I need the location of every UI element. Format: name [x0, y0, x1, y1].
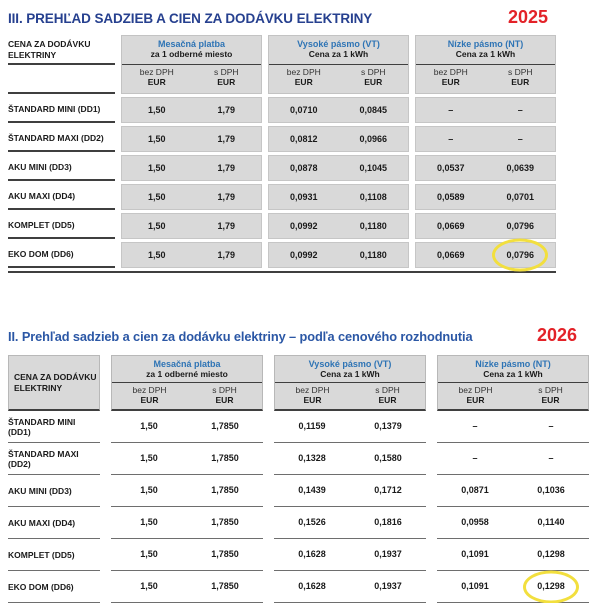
row-label: EKO DOM (DD6)	[8, 571, 100, 603]
group-title-block	[269, 36, 408, 65]
value-cell: –	[448, 105, 454, 115]
value-cell: 0,0589	[436, 192, 465, 202]
eur-label: EUR	[511, 77, 530, 87]
value-cell: 1,50	[140, 517, 158, 527]
s-dph-label: s DPH	[213, 67, 239, 77]
eur-label: EUR	[217, 77, 236, 87]
group-header-high-band	[268, 35, 409, 94]
row-label: AKU MINI (DD3)	[8, 155, 115, 181]
col-header-bez-dph	[275, 383, 350, 408]
group-title-block	[275, 356, 425, 383]
table-row-dd1	[8, 411, 592, 443]
value-cell: 0,0958	[461, 517, 489, 527]
value-cell: –	[517, 134, 523, 144]
value-group	[415, 184, 556, 210]
value-group	[268, 213, 409, 239]
value-group	[437, 539, 589, 571]
row-label: ŠTANDARD MAXI (DD2)	[8, 126, 115, 152]
value-group	[274, 507, 426, 539]
value-cell: 1,79	[217, 192, 236, 202]
value-cell: 1,50	[140, 485, 158, 495]
row-label: AKU MAXI (DD4)	[8, 184, 115, 210]
eur-label: EUR	[140, 395, 159, 405]
price-table-2026	[8, 355, 592, 603]
vat-headers	[416, 65, 555, 93]
value-text: 0,1298	[537, 581, 565, 591]
value-group	[111, 411, 263, 443]
eur-label: EUR	[215, 395, 234, 405]
value-group	[415, 97, 556, 123]
row-label: ŠTANDARD MINI (DD1)	[8, 97, 115, 123]
col-header-bez-dph	[438, 383, 513, 408]
vat-headers	[269, 65, 408, 93]
value-cell: 0,1091	[461, 581, 489, 591]
bez-dph-label: bez DPH	[139, 67, 174, 77]
s-dph-label: s DPH	[538, 385, 563, 395]
col-header-bez-dph	[269, 65, 339, 93]
group-header-low-band	[437, 355, 589, 411]
value-cell: 1,50	[147, 250, 166, 260]
table-bottom-rule	[8, 271, 556, 273]
value-cell: 1,79	[217, 250, 236, 260]
corner-label-line1: CENA ZA DODÁVKU	[8, 39, 91, 49]
table-row-dd2	[8, 443, 592, 475]
value-group	[415, 155, 556, 181]
value-group	[437, 507, 589, 539]
value-cell: 0,0845	[359, 105, 388, 115]
value-cell: 1,50	[147, 163, 166, 173]
value-group	[268, 126, 409, 152]
bez-dph-label: bez DPH	[286, 67, 321, 77]
table-title-2026: II. Prehľad sadzieb a cien za dodávku elektriny – podľa cenového rozhodnutia	[8, 329, 473, 344]
row-label: KOMPLET (DD5)	[8, 213, 115, 239]
group-header-low-band	[415, 35, 556, 94]
bez-dph-label: bez DPH	[458, 385, 493, 395]
value-group	[274, 411, 426, 443]
corner-header	[8, 35, 115, 94]
table-row-dd6	[8, 571, 592, 603]
value-group	[121, 184, 262, 210]
value-cell: 0,0710	[289, 105, 318, 115]
group-title: Mesačná platba	[153, 359, 221, 369]
value-cell: 0,1628	[298, 581, 326, 591]
value-cell: 0,0931	[289, 192, 318, 202]
col-header-s-dph	[486, 65, 556, 93]
value-cell: 0,0669	[436, 221, 465, 231]
corner-label-line1: CENA ZA DODÁVKU	[14, 371, 97, 382]
value-group	[268, 97, 409, 123]
value-cell: 0,1328	[298, 453, 326, 463]
group-title: Vysoké pásmo (VT)	[308, 359, 392, 369]
section-header-2026	[8, 325, 589, 346]
value-group	[274, 571, 426, 603]
table-row-dd4	[8, 184, 592, 210]
group-subtitle: Cena za 1 kWh	[308, 49, 369, 59]
group-title: Vysoké pásmo (VT)	[297, 39, 380, 49]
table-row-dd5	[8, 213, 592, 239]
value-cell: –	[448, 134, 454, 144]
s-dph-label: s DPH	[507, 67, 533, 77]
corner-spacer	[8, 65, 115, 94]
value-cell: 0,1298	[537, 549, 565, 559]
value-cell: 0,0639	[506, 163, 535, 173]
group-subtitle: Cena za 1 kWh	[455, 49, 516, 59]
bez-dph-label: bez DPH	[132, 385, 167, 395]
s-dph-label: s DPH	[212, 385, 237, 395]
value-cell: 1,50	[140, 421, 158, 431]
value-group	[111, 571, 263, 603]
value-group	[268, 184, 409, 210]
table-row-dd4	[8, 507, 592, 539]
group-title-block	[122, 36, 261, 65]
value-cell: 1,7850	[211, 485, 239, 495]
value-group	[437, 475, 589, 507]
value-cell: 0,1159	[298, 421, 326, 431]
value-cell: 0,1379	[374, 421, 402, 431]
eur-label: EUR	[294, 77, 313, 87]
value-cell: 0,1937	[374, 549, 402, 559]
group-header-high-band	[274, 355, 426, 411]
value-cell: 0,1816	[374, 517, 402, 527]
table-header-2026	[8, 355, 592, 411]
value-cell: –	[517, 105, 523, 115]
table-row-dd3	[8, 475, 592, 507]
value-group	[437, 571, 589, 603]
value-group	[415, 126, 556, 152]
eur-label: EUR	[466, 395, 485, 405]
col-header-bez-dph	[416, 65, 486, 93]
value-cell: 1,50	[147, 105, 166, 115]
value-cell: 0,1526	[298, 517, 326, 527]
group-title-block	[112, 356, 262, 383]
value-group	[274, 443, 426, 475]
value-cell: 1,50	[147, 134, 166, 144]
value-cell: 0,0812	[289, 134, 318, 144]
value-cell: 0,1045	[359, 163, 388, 173]
row-label: EKO DOM (DD6)	[8, 242, 115, 268]
eur-label: EUR	[303, 395, 322, 405]
eur-label: EUR	[147, 77, 166, 87]
value-group	[415, 213, 556, 239]
value-cell-highlighted	[486, 243, 556, 267]
group-header-monthly	[121, 35, 262, 94]
value-cell: 0,0669	[436, 250, 465, 260]
value-cell: 0,1140	[537, 517, 565, 527]
value-cell: 1,79	[217, 105, 236, 115]
value-group	[274, 475, 426, 507]
group-subtitle: Cena za 1 kWh	[483, 369, 543, 379]
value-cell-highlighted	[513, 571, 589, 602]
table-row-dd1	[8, 97, 592, 123]
value-cell: 0,0871	[461, 485, 489, 495]
value-group	[121, 242, 262, 268]
s-dph-label: s DPH	[360, 67, 386, 77]
group-title: Nízke pásmo (NT)	[447, 39, 524, 49]
value-cell: –	[472, 421, 478, 431]
s-dph-label: s DPH	[375, 385, 400, 395]
value-cell: 1,50	[140, 581, 158, 591]
value-cell: 0,1180	[359, 221, 387, 231]
group-title: Mesačná platba	[157, 39, 226, 49]
value-group	[121, 97, 262, 123]
eur-label: EUR	[541, 395, 560, 405]
value-group	[268, 242, 409, 268]
row-label: ŠTANDARD MINI (DD1)	[8, 411, 100, 443]
value-group	[437, 443, 589, 475]
value-cell: 0,0992	[289, 250, 318, 260]
group-title-block	[438, 356, 588, 383]
eur-label: EUR	[378, 395, 397, 405]
row-label: KOMPLET (DD5)	[8, 539, 100, 571]
value-text: 0,0796	[506, 250, 535, 260]
table-row-dd6	[8, 242, 592, 268]
vat-headers	[122, 65, 261, 93]
col-header-s-dph	[187, 383, 262, 408]
row-label: AKU MAXI (DD4)	[8, 507, 100, 539]
corner-label	[8, 35, 115, 65]
table-row-dd2	[8, 126, 592, 152]
value-cell: 1,7850	[211, 453, 239, 463]
group-header-monthly	[111, 355, 263, 411]
section-header-2025	[8, 7, 556, 28]
value-cell: 0,1180	[359, 250, 387, 260]
value-cell: –	[472, 453, 478, 463]
value-cell: 1,50	[147, 192, 166, 202]
corner-label-line2: ELEKTRINY	[14, 382, 63, 393]
group-title: Nízke pásmo (NT)	[475, 359, 551, 369]
row-label: AKU MINI (DD3)	[8, 475, 100, 507]
value-cell: 0,1937	[374, 581, 402, 591]
value-cell: 1,7850	[211, 581, 239, 591]
eur-label: EUR	[441, 77, 460, 87]
col-header-s-dph	[339, 65, 409, 93]
value-cell: –	[548, 453, 554, 463]
value-cell: 1,79	[217, 221, 236, 231]
value-group	[437, 411, 589, 443]
value-group	[268, 155, 409, 181]
value-cell: 0,1108	[359, 192, 387, 202]
value-cell: 1,7850	[211, 549, 239, 559]
eur-label: EUR	[364, 77, 383, 87]
value-group	[111, 475, 263, 507]
table-title-2025: III. PREHĽAD SADZIEB A CIEN ZA DODÁVKU ELEKTRINY	[8, 11, 373, 26]
vat-headers	[112, 383, 262, 408]
value-cell: 0,1036	[537, 485, 565, 495]
corner-header	[8, 355, 100, 411]
col-header-bez-dph	[112, 383, 187, 408]
col-header-s-dph	[513, 383, 588, 408]
col-header-s-dph	[192, 65, 262, 93]
value-group	[111, 507, 263, 539]
group-title-block	[416, 36, 555, 65]
value-cell: 0,1712	[374, 485, 402, 495]
value-cell: 1,79	[217, 134, 236, 144]
col-header-s-dph	[350, 383, 425, 408]
vat-headers	[275, 383, 425, 408]
value-cell: 0,0878	[289, 163, 318, 173]
vat-headers	[438, 383, 588, 408]
table-header-2025	[8, 35, 592, 94]
year-label-2026: 2026	[536, 325, 577, 345]
value-cell: –	[548, 421, 554, 431]
value-group	[121, 126, 262, 152]
value-group	[274, 539, 426, 571]
value-cell: 0,1628	[298, 549, 326, 559]
value-cell: 0,0537	[436, 163, 465, 173]
value-cell: 0,1439	[298, 485, 326, 495]
bez-dph-label: bez DPH	[295, 385, 330, 395]
value-cell: 0,0796	[506, 221, 535, 231]
value-group	[111, 539, 263, 571]
value-cell: 1,50	[140, 453, 158, 463]
value-cell: 1,7850	[211, 421, 239, 431]
value-cell: 1,50	[147, 221, 166, 231]
table-row-dd5	[8, 539, 592, 571]
col-header-bez-dph	[122, 65, 192, 93]
value-cell: 1,79	[217, 163, 236, 173]
value-cell: 0,0992	[289, 221, 318, 231]
value-cell: 1,50	[140, 549, 158, 559]
row-label: ŠTANDARD MAXI (DD2)	[8, 443, 100, 475]
group-subtitle: za 1 odberné miesto	[146, 369, 228, 379]
table-row-dd3	[8, 155, 592, 181]
value-group	[111, 443, 263, 475]
value-cell: 1,7850	[211, 517, 239, 527]
bez-dph-label: bez DPH	[433, 67, 468, 77]
value-cell: 0,1580	[374, 453, 402, 463]
group-subtitle: za 1 odberné miesto	[150, 49, 233, 59]
year-label-2025: 2025	[507, 7, 548, 27]
group-subtitle: Cena za 1 kWh	[320, 369, 380, 379]
value-group	[121, 155, 262, 181]
value-cell: 0,0966	[359, 134, 388, 144]
price-table-2025	[8, 35, 592, 273]
corner-label-line2: ELEKTRINY	[8, 50, 57, 60]
value-group	[121, 213, 262, 239]
value-group	[415, 242, 556, 268]
value-cell: 0,0701	[506, 192, 535, 202]
value-cell: 0,1091	[461, 549, 489, 559]
